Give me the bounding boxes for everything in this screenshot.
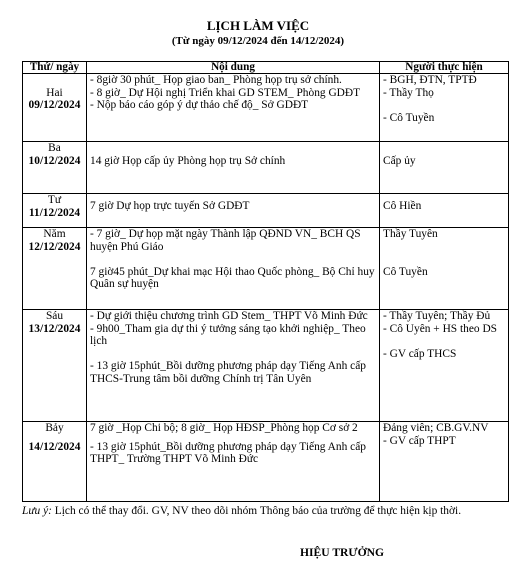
- day-cell: [23, 74, 87, 142]
- content-line: - 13 giờ 15phút_Bồi dưỡng phương pháp dạy Tiếng Anh cấp THPT_ Trường THPT Võ Minh Đức: [90, 440, 366, 465]
- day-cell: [23, 310, 87, 422]
- content-line: - Nộp báo cáo góp ý dự thảo chế độ_ Sở GDĐT: [90, 99, 309, 111]
- table-row: [23, 228, 509, 310]
- person-cell: [380, 422, 509, 502]
- person-cell: [380, 310, 509, 422]
- table-header-row: [23, 62, 509, 74]
- table-row: [23, 74, 509, 142]
- note: [22, 503, 492, 519]
- content-cell: [87, 310, 380, 422]
- content-cell: [87, 194, 380, 228]
- day-date: 09/12/2024: [28, 99, 81, 111]
- person-line: - Cô Uyên + HS theo DS: [383, 322, 498, 335]
- day-name: Ba: [48, 142, 61, 154]
- note-label: Lưu ý:: [22, 505, 52, 517]
- content-line: - 7 giờ_ Dự họp mặt ngày Thành lập QĐND VN_ BCH QS huyện Phú Giáo: [90, 228, 361, 253]
- content-cell: [87, 422, 380, 502]
- person-line: Cô Hiền: [383, 200, 422, 212]
- day-cell: [23, 142, 87, 194]
- day-date: 13/12/2024: [28, 322, 81, 335]
- content-line: - 8 giờ_ Dự Hội nghị Triển khai GD STEM_ Phòng GDĐT: [90, 86, 361, 99]
- table-row: [23, 142, 509, 194]
- person-line: Cô Tuyền: [383, 265, 428, 278]
- day-name: Bảy: [45, 422, 64, 434]
- header-content: Nội dung: [87, 62, 380, 74]
- page-title: LỊCH LÀM VIỆC: [206, 18, 310, 33]
- content-line: - 13 giờ 15phút_Bồi dưỡng phương pháp dạy Tiếng Anh cấp THCS-Trung tâm bồi dưỡng Chính trị Tân Uyên: [90, 360, 366, 385]
- person-line: - GV cấp THCS: [383, 347, 457, 360]
- day-date: 14/12/2024: [28, 440, 81, 453]
- person-cell: [380, 194, 509, 228]
- table-row: [23, 310, 509, 422]
- day-date: 11/12/2024: [28, 206, 81, 219]
- content-line: 7 giờ45 phút_Dự khai mạc Hội thao Quốc phòng_ Bộ Chỉ huy Quân sự huyện: [90, 265, 375, 290]
- person-line: - Thầy Tuyên; Thầy Đủ: [383, 310, 491, 322]
- header-day: Thứ/ ngày: [23, 62, 87, 74]
- note-text: Lịch có thể thay đổi. GV, NV theo dõi nhóm Thông báo của trường để thực hiện kịp thời.: [51, 505, 462, 517]
- person-line: Đảng viên; CB.GV.NV: [383, 422, 489, 434]
- schedule-table: [22, 61, 509, 502]
- content-cell: [87, 74, 380, 142]
- date-range: (Từ ngày 09/12/2024 đến 14/12/2024): [171, 35, 345, 47]
- content-line: 7 giờ Dự họp trực tuyến Sở GDĐT: [90, 200, 250, 212]
- day-date: 10/12/2024: [28, 154, 81, 167]
- day-cell: [23, 422, 87, 502]
- person-line: - GV cấp THPT: [383, 434, 456, 447]
- content-line: 7 giờ _Họp Chi bộ; 8 giờ_ Họp HĐSP_Phòng họp Cơ sở 2: [90, 422, 358, 434]
- content-cell: [87, 228, 380, 310]
- day-name: Hai: [46, 86, 63, 99]
- person-cell: [380, 74, 509, 142]
- content-line: 14 giờ Họp cấp ủy Phòng họp trụ Sở chính: [90, 154, 286, 167]
- table-row: [23, 194, 509, 228]
- content-line: - 9h00_Tham gia dự thi ý tưởng sáng tạo khởi nghiệp_ Theo lịch: [90, 322, 366, 347]
- person-line: - Thầy Thọ: [383, 86, 434, 99]
- person-line: Thầy Tuyên: [383, 228, 438, 240]
- day-cell: [23, 228, 87, 310]
- person-cell: [380, 142, 509, 194]
- day-name: Năm: [43, 228, 66, 240]
- person-line: - Cô Tuyền: [383, 111, 435, 124]
- person-line: Cấp ủy: [383, 154, 416, 167]
- table-row: [23, 422, 509, 502]
- content-cell: [87, 142, 380, 194]
- day-name: Sáu: [45, 310, 64, 322]
- content-line: - Dự giới thiệu chương trình GD Stem_ THPT Võ Minh Đức: [90, 310, 368, 322]
- person-line: - BGH, ĐTN, TPTĐ: [383, 74, 477, 86]
- header-person: Người thực hiện: [380, 62, 509, 74]
- day-cell: [23, 194, 87, 228]
- signature-title: HIỆU TRƯỞNG: [300, 546, 385, 559]
- day-date: 12/12/2024: [28, 240, 81, 253]
- day-name: Tư: [47, 194, 62, 206]
- person-cell: [380, 228, 509, 310]
- content-line: - 8giờ 30 phút_ Họp giao ban_ Phòng họp trụ sở chính.: [90, 74, 342, 86]
